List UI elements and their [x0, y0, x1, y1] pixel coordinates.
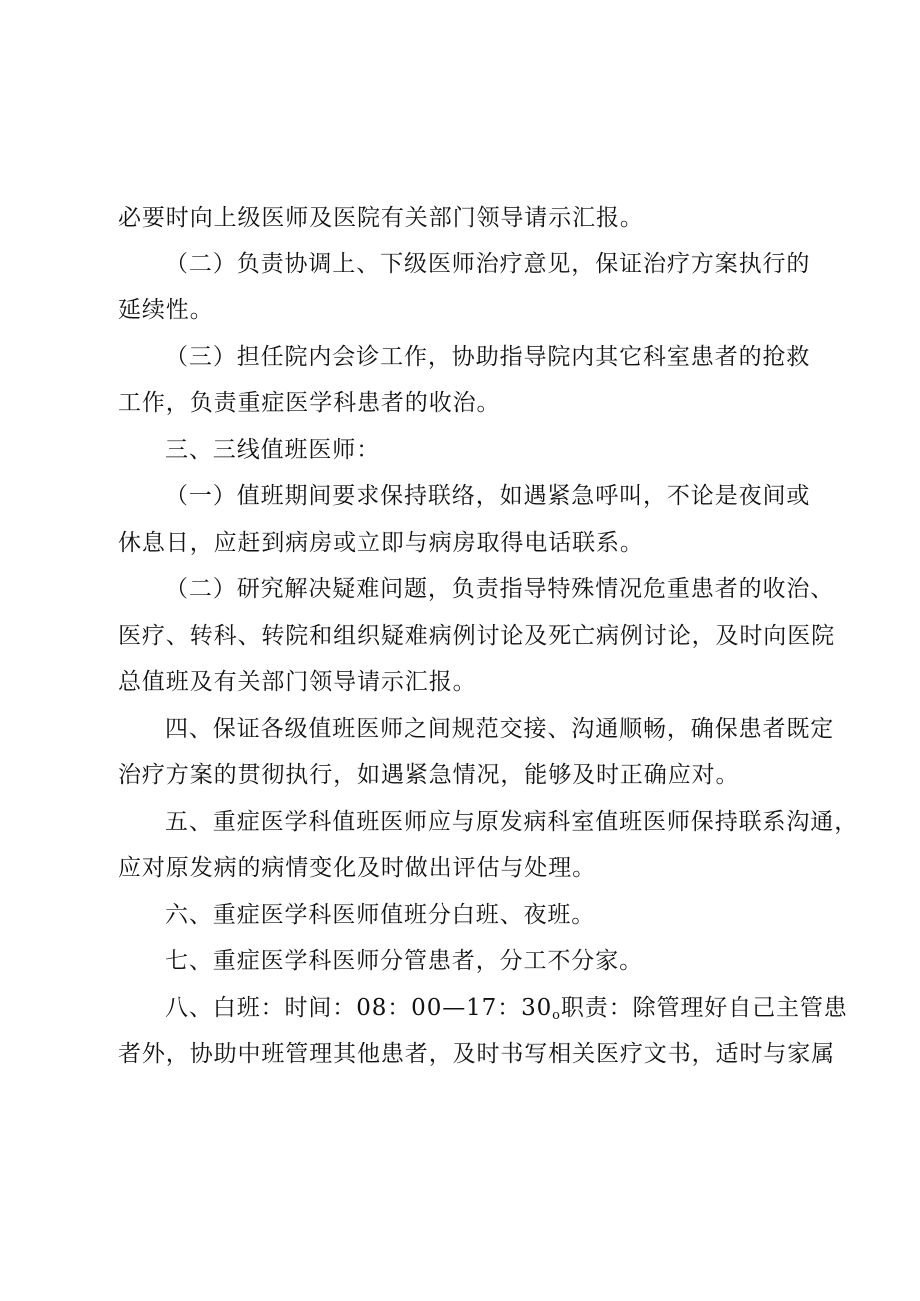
paragraph-line: 休息日，应赶到病房或立即与病房取得电话联系。 — [118, 530, 644, 556]
duty-text: 职责：除管理好自己主管患 — [560, 995, 848, 1021]
shift-time-text: 八、白班：时间：08：00—17：30 — [165, 995, 553, 1021]
paragraph-line: 者外，协助中班管理其他患者，及时书写相关医疗文书，适时与家属 — [118, 1041, 835, 1067]
paragraph-line: （二）研究解决疑难问题，负责指导特殊情况危重患者的收治、 — [165, 576, 835, 602]
paragraph-line: 延续性。 — [118, 297, 214, 323]
paragraph-line: 四、保证各级值班医师之间规范交接、沟通顺畅，确保患者既定 — [165, 716, 835, 742]
paragraph-line: （二）负责协调上、下级医师治疗意见，保证治疗方案执行的 — [165, 251, 811, 277]
paragraph-line: 医疗、转科、转院和组织疑难病例讨论及死亡病例讨论，及时向医院 — [118, 623, 835, 649]
paragraph-line: 总值班及有关部门领导请示汇报。 — [118, 669, 477, 695]
paragraph-line: 五、重症医学科值班医师应与原发病科室值班医师保持联系沟通， — [165, 809, 859, 835]
paragraph-line: 必要时向上级医师及医院有关部门领导请示汇报。 — [118, 205, 644, 231]
paragraph-line: 七、重症医学科医师分管患者，分工不分家。 — [165, 948, 643, 974]
paragraph-line: （三）担任院内会诊工作，协助指导院内其它科室患者的抢救 — [165, 344, 811, 370]
ocr-subscript: o — [552, 1008, 561, 1023]
paragraph-line: 六、重症医学科医师值班分白班、夜班。 — [165, 902, 596, 928]
paragraph-line: 应对原发病的病情变化及时做出评估与处理。 — [118, 855, 596, 881]
paragraph-line — [165, 993, 848, 1031]
section-heading: 三、三线值班医师： — [165, 437, 381, 463]
paragraph-line: 治疗方案的贯彻执行，如遇紧急情况，能够及时正确应对。 — [118, 762, 740, 788]
paragraph-line: 工作，负责重症医学科患者的收治。 — [118, 390, 501, 416]
paragraph-line: （一）值班期间要求保持联络，如遇紧急呼叫，不论是夜间或 — [165, 483, 811, 509]
